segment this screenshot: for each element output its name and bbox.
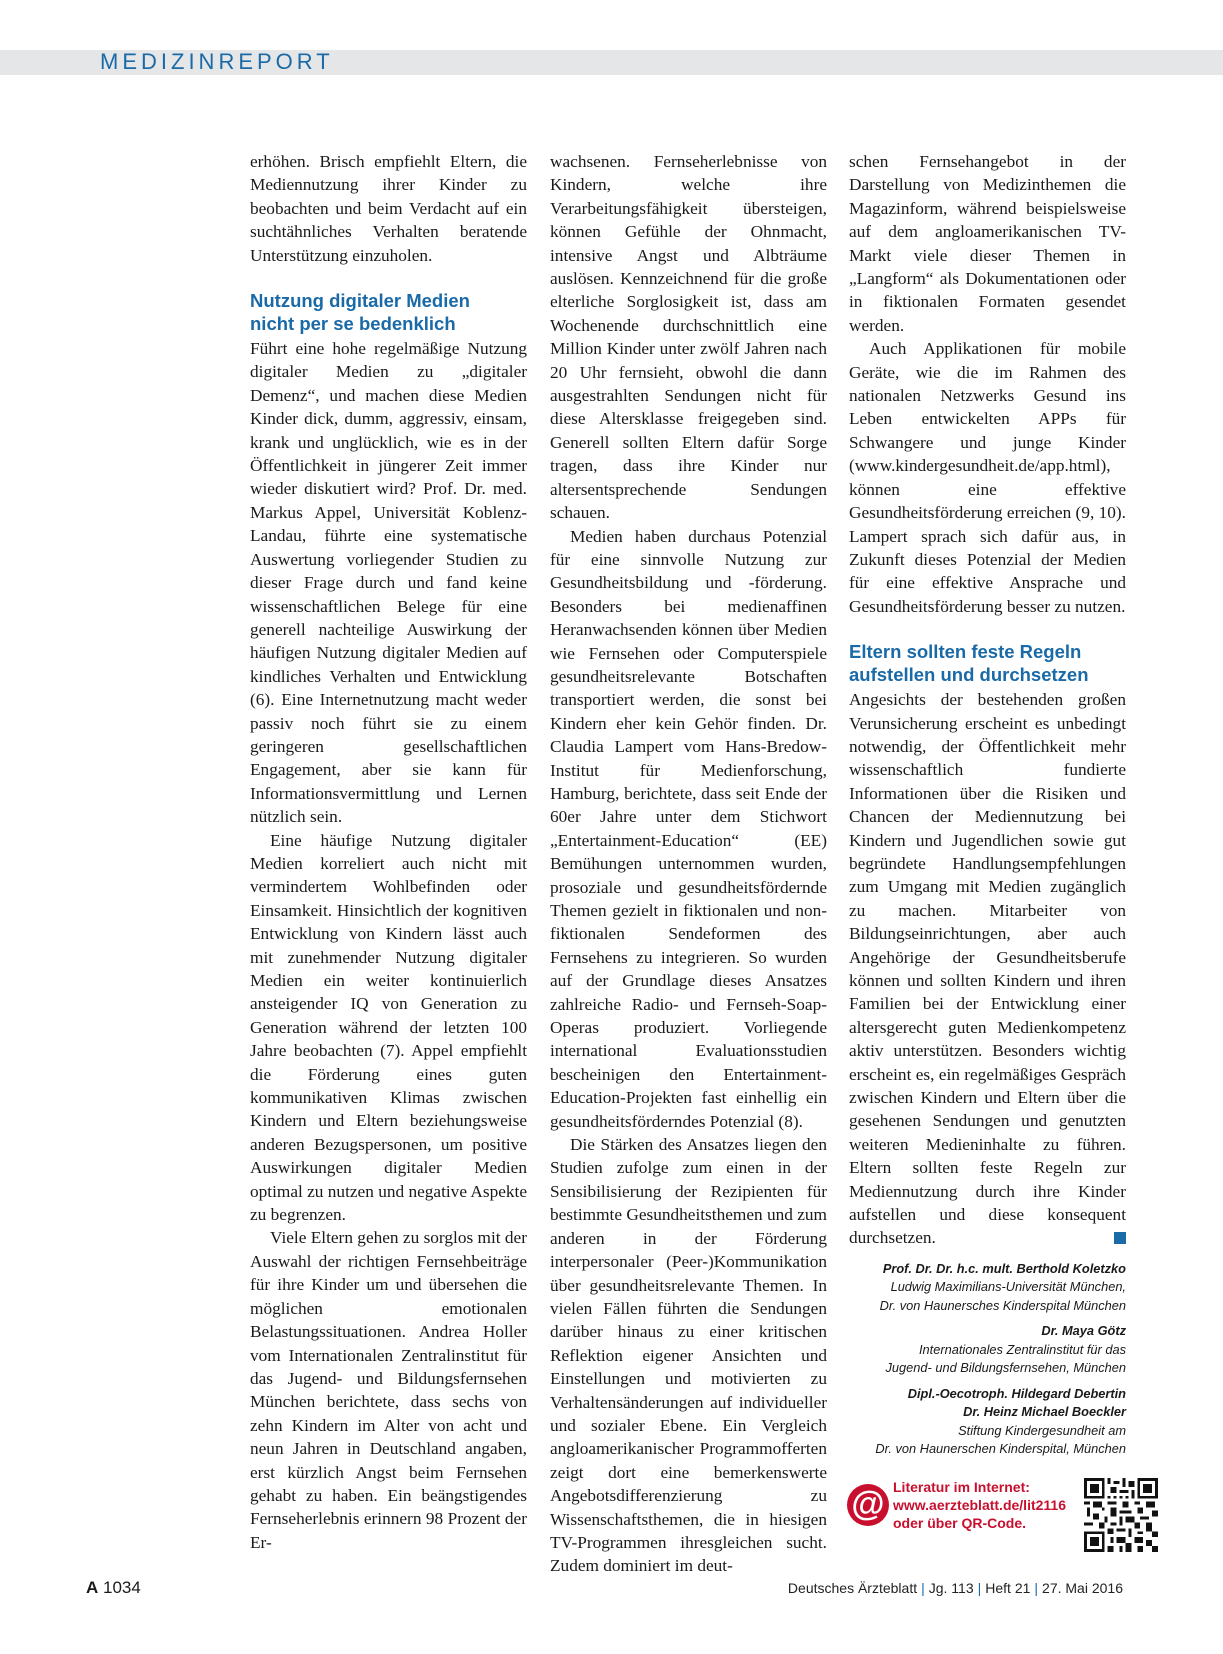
paragraph: wachsenen. Fernseherlebnisse von Kindern, welche ihre Verarbeitungsfähigkeit übersteigen, können Gefühle der Ohnmacht, intensive Angst und Albträume auslösen. Kennzeichnend für die große elterliche Sorglosigkeit ist, dass am Wochenende durchschnittlich eine Million Kinder unter zwölf Jahren nach 20 Uhr fernsieht, obwohl die dann ausgestrahlten Sendungen nicht für diese Altersklasse freigegeben sind. Generell sollten Eltern dafür Sorge tragen, dass ihre Kinder nur altersentsprechende Sendungen schauen. <box>550 152 827 523</box>
journal-volume: Jg. 113 <box>928 1580 974 1596</box>
paragraph: erhöhen. Brisch empfiehlt Eltern, die Mediennutzung ihrer Kinder zu beobachten und beim Verdacht auf ein suchtähnliches Verhalten beratende Unterstützung einzuholen. <box>250 152 527 265</box>
paragraph: Viele Eltern gehen zu sorglos mit der Auswahl der richtigen Fernsehbeiträge für ihre Kinder um und übersehen die möglichen emotionalen Belastungssituationen. Andrea Holler vom Internationalen Zentralinstitut für das Jugend- und Bildungsfernsehen München berichtete, dass sechs von zehn Kindern im Alter von acht und neun Jahren in Deutschland angaben, erst kürzlich Angst beim Fernsehen gehabt zu haben. Ein beängstigendes Fernseherlebnis erinnern 98 Prozent der Er- <box>250 1228 527 1552</box>
paragraph: Auch Applikationen für mobile Geräte, wie die im Rahmen des nationalen Netzwerks Gesund ins Leben entwickelten APPs für Schwangere und junge Kinder (www.kindergesundheit.de/app.html), können eine effektive Gesundheitsförderung erreichen (9, 10). Lampert sprach sich dafür aus, in Zukunft dieses Potenzial der Medien für eine effektive Ansprache und Gesundheitsförderung besser zu nutzen. <box>849 339 1126 616</box>
journal-name: Deutsches Ärzteblatt <box>787 1580 918 1596</box>
literature-link[interactable]: www.aerzteblatt.de/lit2116 <box>893 1497 1066 1513</box>
page-number-value: 1034 <box>103 1578 141 1597</box>
paragraph <box>849 688 1126 1250</box>
literature-box <box>847 1478 1177 1556</box>
literature-label: Literatur im Internet: <box>893 1479 1030 1495</box>
author-name: Dipl.-Oecotroph. Hildegard Debertin <box>907 1385 1126 1401</box>
author-block <box>849 1260 1126 1459</box>
paragraph: Die Stärken des Ansatzes liegen den Studien zufolge zum einen in der Sensibilisierung der Rezipienten für bestimmte Gesundheitsthemen und zum anderen in der Förderung interpersonaler (Peer-)Kommunikation über gesundheitsrelevante Themen. In vielen Fällen führten die Sendungen darüber hinaus zu einer kritischen Reflektion eigener Ansichten und Einstellungen und motivierten zu Verhaltensänderungen auf individueller und sozialer Ebene. Ein Vergleich angloamerikanischer Programmofferten zeigt dort eine bemerkenswerte Angebotsdifferenzierung zu Wissenschaftsthemen, die in hiesigen TV-Programmen ihresgleichen sucht. Zudem dominiert im deut- <box>550 1135 827 1576</box>
section-label: MEDIZINREPORT <box>100 49 334 74</box>
subheading <box>849 640 1126 686</box>
author-affiliation: Ludwig Maximilians-Universität München, <box>890 1279 1126 1295</box>
author-affiliation: Internationales Zentralinstitut für das <box>919 1341 1126 1357</box>
author-group <box>849 1322 1126 1378</box>
subheading <box>250 289 527 335</box>
paragraph: Eine häufige Nutzung digitaler Medien korreliert auch nicht mit vermindertem Wohlbefinden oder Einsamkeit. Hinsichtlich der kognitiven Entwicklung von Kindern lässt auch mit zunehmender Nutzung digitaler Medien ein weiter kontinuierlich ansteigender IQ von Generation zu Generation während der letzten 100 Jahre beobachten (7). Appel empfiehlt die Förderung eines guten kommunikativen Klimas zwischen Kindern und Eltern beziehungsweise anderen Bezugspersonen, um positive Auswirkungen digitaler Medien optimal zu nutzen und negative Aspekte zu begrenzen. <box>250 830 527 1225</box>
journal-footer <box>788 1580 1123 1596</box>
author-affiliation: Dr. von Haunersches Kinderspital München <box>879 1297 1126 1313</box>
paragraph-text: Angesichts der bestehenden großen Verunsicherung erscheint es unbedingt notwendig, der Öffentlichkeit mehr wissenschaftlich fundierte Informationen über die Risiken und Chancen der Mediennutzung bei Kindern und Jugendlichen sowie gut begründete Handlungsempfehlungen zum Umgang mit Medien zugänglich zu machen. Mitarbeiter von Bildungseinrichtungen, aber auch Angehörige der Gesundheitsberufe können und sollten Kindern und ihren Familien bei der Entwicklung einer altersgerecht guten Medienkompetenz aktiv unterstützen. Besonders wichtig erscheint es, ein regelmäßiges Gespräch zwischen Kindern und Eltern über die gesehenen Sendungen und genutzten weiteren Medieninhalte zu führen. Eltern sollten feste Regeln zur Mediennutzung durch ihre Kinder aufstellen und diese konsequent durchsetzen. <box>849 690 1126 1248</box>
page-number <box>86 1578 141 1598</box>
author-group <box>849 1385 1126 1459</box>
subheading-line: nicht per se bedenklich <box>250 313 456 335</box>
author-affiliation: Dr. von Haunerschen Kinderspital, München <box>875 1441 1126 1457</box>
subheading-line: Eltern sollten feste Regeln <box>849 641 1082 663</box>
end-of-article-mark <box>1114 1232 1126 1244</box>
author-affiliation: Stiftung Kindergesundheit am <box>958 1422 1126 1438</box>
author-group <box>849 1260 1126 1316</box>
author-name: Prof. Dr. Dr. h.c. mult. Berthold Koletzko <box>882 1260 1126 1276</box>
paragraph: schen Fernsehangebot in der Darstellung von Medizinthemen die Magazinform, während beispielsweise auf dem angloamerikanischen TV-Markt viele dieser Themen in „Langform“ als Dokumentationen oder in fiktionalen Formaten gesendet werden. <box>849 152 1126 335</box>
qr-code-icon[interactable] <box>1084 1478 1158 1552</box>
author-name: Dr. Heinz Michael Boeckler <box>963 1404 1126 1420</box>
paragraph: Medien haben durchaus Potenzial für eine sinnvolle Nutzung zur Gesundheitsbildung und -förderung. Besonders bei medienaffinen Heranwachsenden können über Medien wie Fernsehen oder Computerspiele gesundheitsrelevante Botschaften transportiert werden, die sonst bei Kindern eher kein Gehör finden. Dr. Claudia Lampert vom Hans-Bredow-Institut für Medienforschung, Hamburg, berichtete, dass seit Ende der 60er Jahre unter dem Stichwort „Entertainment-Education“ (EE) Bemühungen unternommen wurden, prosoziale und gesundheitsfördernde Themen gezielt in fiktionalen und non-fiktionalen Sendeformen des Fernsehens zu integrieren. So wurden auf der Grundlage dieses Ansatzes zahlreiche Radio- und Fernseh-Soap-Operas produziert. Vorliegende international Evaluationsstudien bescheinigen den Entertainment-Education-Projekten fast einhellig ein gesundheitsförderndes Potenzial (8). <box>550 526 827 1131</box>
author-affiliation: Jugend- und Bildungsfernsehen, München <box>885 1360 1126 1376</box>
journal-issue: Heft 21 <box>985 1580 1031 1596</box>
column-2 <box>550 150 827 1578</box>
literature-qr-note: oder über QR-Code. <box>893 1515 1027 1531</box>
journal-date: 27. Mai 2016 <box>1042 1580 1123 1596</box>
paragraph: Führt eine hohe regelmäßige Nutzung digitaler Medien zu „digitaler Demenz“, und machen diese Medien Kinder dick, dumm, aggressiv, einsam, krank und unglücklich, wie es in der Öffentlichkeit in jüngerer Zeit immer wieder diskutiert wird? Prof. Dr. med. Markus Appel, Universität Koblenz-Landau, führte eine systematische Auswertung vorliegender Studien zu dieser Frage durch und fand keine wissenschaftlichen Belege für eine generell nachteilige Auswirkung der häufigen Nutzung digitaler Medien auf kindliches Verhalten und Entwicklung (6). Eine Internetnutzung macht weder passiv noch führt sie zu einem geringeren gesellschaftlichen Engagement, aber sie kann für Informationsvermittlung und Lernen nützlich sein. <box>250 339 527 827</box>
footer-separator: | <box>921 1580 925 1596</box>
subheading-line: aufstellen und durchsetzen <box>849 664 1089 686</box>
at-icon: @ <box>847 1484 889 1526</box>
subheading-line: Nutzung digitaler Medien <box>250 290 470 312</box>
footer-separator: | <box>1034 1580 1039 1596</box>
author-name: Dr. Maya Götz <box>1041 1323 1126 1339</box>
column-3 <box>849 150 1126 1466</box>
literature-text <box>893 1478 1083 1532</box>
page-prefix: A <box>86 1578 99 1597</box>
column-1 <box>250 150 527 1554</box>
footer-separator: | <box>977 1580 982 1596</box>
